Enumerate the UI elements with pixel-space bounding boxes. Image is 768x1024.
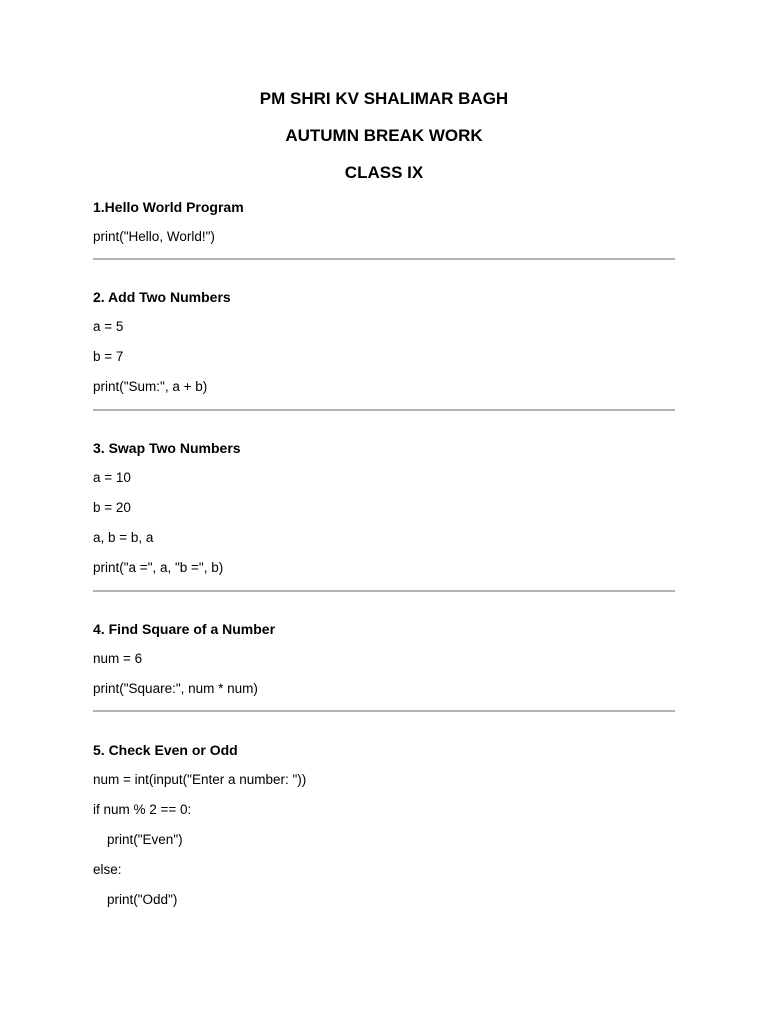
code-line-indented: print("Even") <box>107 832 183 847</box>
code-line: num = int(input("Enter a number: ")) <box>93 772 307 787</box>
section-heading-swap-numbers: 3. Swap Two Numbers <box>93 440 241 456</box>
code-line: a = 5 <box>93 319 124 334</box>
section-divider <box>93 710 675 712</box>
section-heading-even-odd: 5. Check Even or Odd <box>93 742 238 758</box>
code-line: if num % 2 == 0: <box>93 802 192 817</box>
section-heading-add-numbers: 2. Add Two Numbers <box>93 289 231 305</box>
class-title: CLASS IX <box>344 163 424 182</box>
code-line: else: <box>93 862 122 877</box>
code-line: a = 10 <box>93 470 131 485</box>
section-divider <box>93 409 675 411</box>
code-line: print("a =", a, "b =", b) <box>93 560 224 575</box>
school-title: PM SHRI KV SHALIMAR BAGH <box>259 89 509 108</box>
work-title: AUTUMN BREAK WORK <box>285 126 483 145</box>
code-line-indented: print("Odd") <box>107 892 178 907</box>
section-heading-square: 4. Find Square of a Number <box>93 621 276 637</box>
section-heading-hello-world: 1.Hello World Program <box>93 199 244 215</box>
code-line: num = 6 <box>93 651 143 666</box>
code-line: b = 7 <box>93 349 124 364</box>
section-divider <box>93 258 675 260</box>
section-divider <box>93 590 675 592</box>
code-line: print("Hello, World!") <box>93 229 215 244</box>
code-line: b = 20 <box>93 500 131 515</box>
code-line: a, b = b, a <box>93 530 154 545</box>
code-line: print("Sum:", a + b) <box>93 379 208 394</box>
code-line: print("Square:", num * num) <box>93 681 258 696</box>
